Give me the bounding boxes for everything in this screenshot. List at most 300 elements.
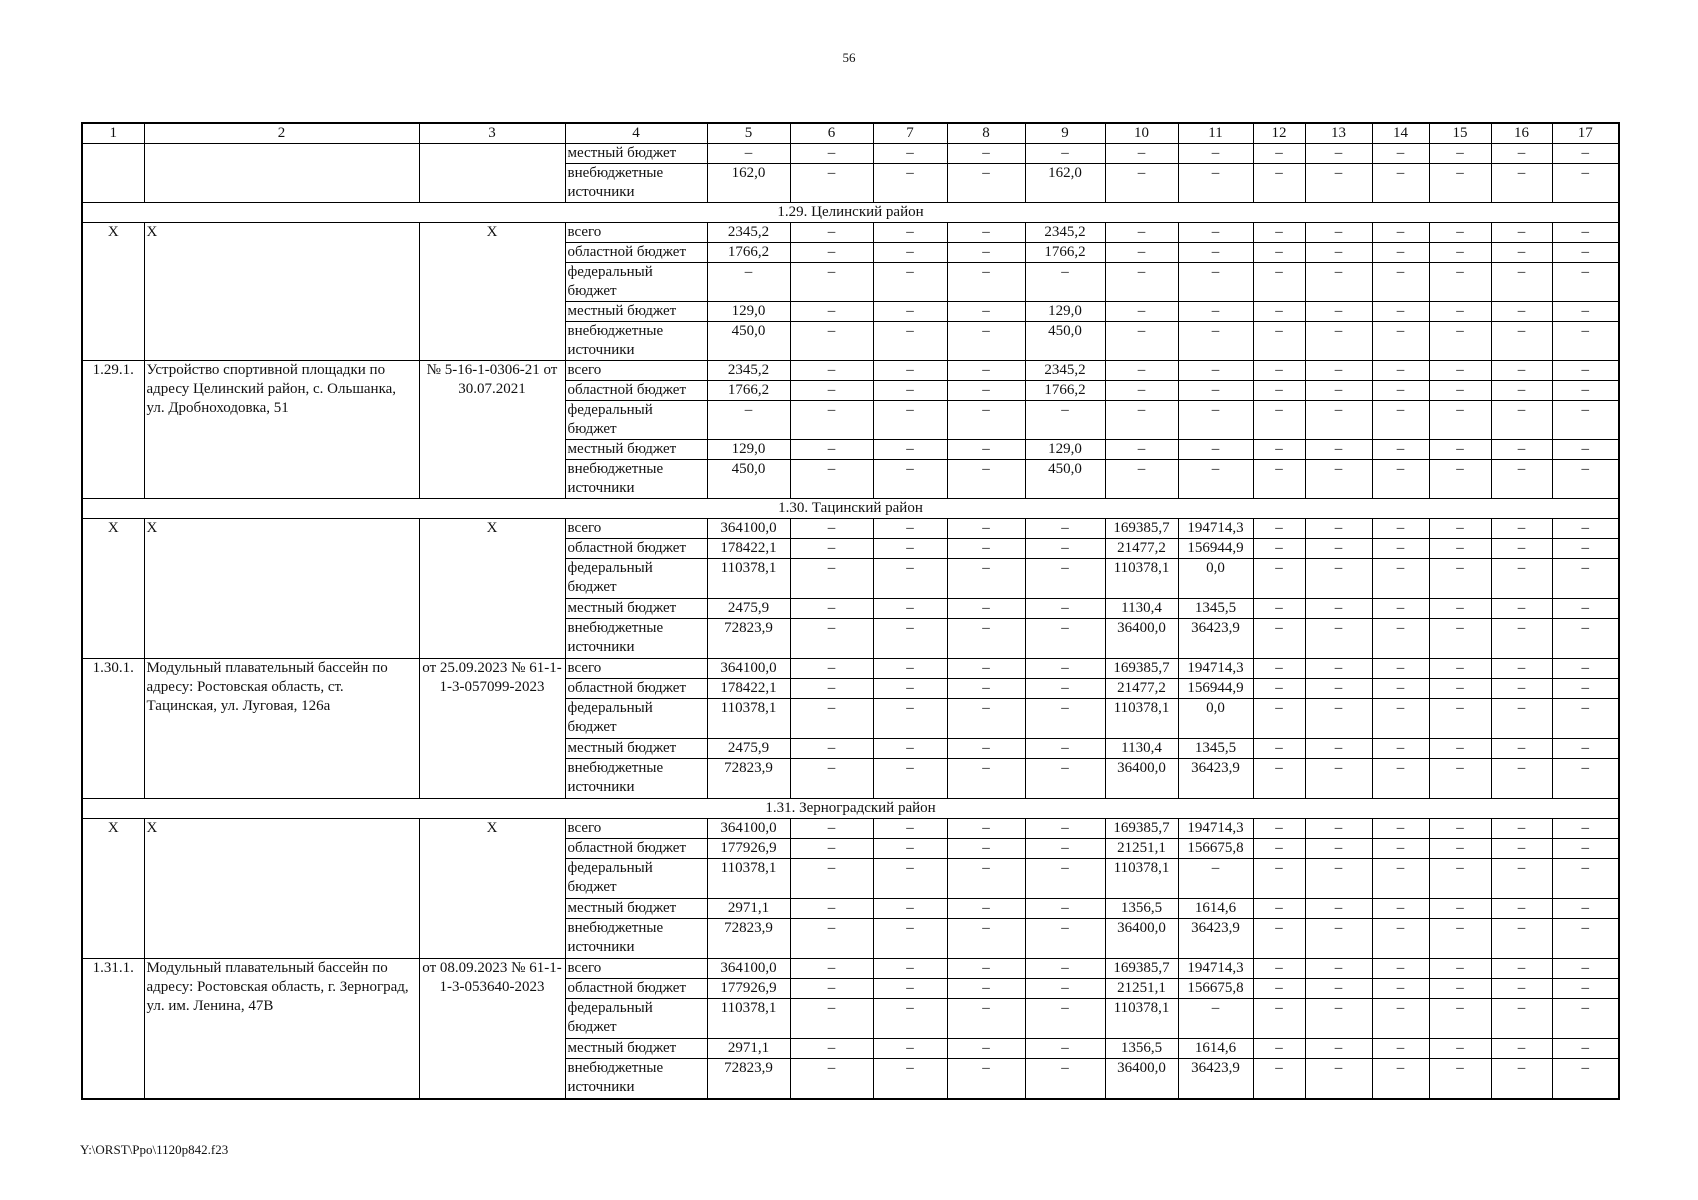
value-cell: 364100,0 [707, 819, 790, 839]
column-header: 10 [1105, 123, 1178, 144]
item-number-cell [82, 144, 144, 203]
value-cell: – [1025, 679, 1105, 699]
source-cell: местный бюджет [565, 302, 707, 322]
column-header: 16 [1491, 123, 1552, 144]
value-cell: – [790, 859, 873, 899]
value-cell: – [1552, 599, 1619, 619]
value-cell: – [947, 440, 1025, 460]
value-cell: – [1305, 440, 1372, 460]
value-cell: – [1178, 263, 1253, 302]
source-cell: всего [565, 223, 707, 243]
value-cell: – [790, 144, 873, 164]
value-cell: – [1253, 859, 1305, 899]
value-cell: – [1491, 361, 1552, 381]
value-cell: – [1429, 381, 1491, 401]
value-cell: – [1552, 302, 1619, 322]
value-cell: 156944,9 [1178, 679, 1253, 699]
table-row [82, 144, 1619, 164]
value-cell: 1766,2 [1025, 381, 1105, 401]
value-cell: – [1372, 839, 1429, 859]
value-cell: – [1429, 739, 1491, 759]
value-cell: – [790, 519, 873, 539]
source-cell: местный бюджет [565, 599, 707, 619]
value-cell: – [1429, 1039, 1491, 1059]
value-cell: – [1305, 839, 1372, 859]
column-header: 1 [82, 123, 144, 144]
value-cell: – [1305, 659, 1372, 679]
value-cell: – [790, 401, 873, 440]
item-number-cell: X [82, 519, 144, 659]
value-cell: – [1025, 263, 1105, 302]
value-cell: – [1025, 859, 1105, 899]
value-cell: – [1305, 679, 1372, 699]
value-cell: – [947, 243, 1025, 263]
value-cell: – [947, 1059, 1025, 1099]
item-number-cell: X [82, 819, 144, 959]
value-cell: – [1305, 519, 1372, 539]
value-cell: – [1105, 144, 1178, 164]
value-cell: 169385,7 [1105, 819, 1178, 839]
column-header: 17 [1552, 123, 1619, 144]
column-header: 8 [947, 123, 1025, 144]
value-cell: – [1178, 381, 1253, 401]
value-cell: – [1491, 899, 1552, 919]
value-cell: 177926,9 [707, 839, 790, 859]
value-cell: – [1491, 243, 1552, 263]
value-cell: 36423,9 [1178, 759, 1253, 799]
value-cell: – [1491, 819, 1552, 839]
value-cell: – [790, 460, 873, 499]
source-cell: областной бюджет [565, 679, 707, 699]
value-cell: – [1372, 679, 1429, 699]
value-cell: – [1253, 759, 1305, 799]
table-row [82, 959, 1619, 979]
table-row [82, 519, 1619, 539]
section-title: 1.29. Целинский район [82, 203, 1619, 223]
value-cell: – [1372, 361, 1429, 381]
value-cell: – [1178, 243, 1253, 263]
column-header: 2 [144, 123, 419, 144]
value-cell: – [873, 164, 947, 203]
value-cell: – [1253, 739, 1305, 759]
value-cell: – [1025, 659, 1105, 679]
value-cell: – [790, 381, 873, 401]
value-cell: – [1552, 401, 1619, 440]
value-cell: – [1552, 619, 1619, 659]
document-cell: X [419, 519, 565, 659]
value-cell: 110378,1 [1105, 999, 1178, 1039]
value-cell: – [1552, 559, 1619, 599]
value-cell: – [1491, 839, 1552, 859]
value-cell: – [1178, 460, 1253, 499]
value-cell: 162,0 [707, 164, 790, 203]
value-cell: – [1491, 1059, 1552, 1099]
value-cell: 2345,2 [707, 361, 790, 381]
value-cell: – [1552, 979, 1619, 999]
value-cell: – [1305, 1039, 1372, 1059]
section-row [82, 499, 1619, 519]
value-cell: 194714,3 [1178, 959, 1253, 979]
value-cell: 194714,3 [1178, 519, 1253, 539]
value-cell: – [1253, 919, 1305, 959]
value-cell: – [790, 559, 873, 599]
value-cell: – [873, 979, 947, 999]
value-cell: 72823,9 [707, 759, 790, 799]
value-cell: – [1372, 659, 1429, 679]
value-cell: 364100,0 [707, 959, 790, 979]
value-cell: – [1025, 1039, 1105, 1059]
value-cell: – [1429, 223, 1491, 243]
value-cell: – [873, 919, 947, 959]
column-header: 13 [1305, 123, 1372, 144]
value-cell: – [1305, 144, 1372, 164]
value-cell: – [1372, 819, 1429, 839]
value-cell: – [947, 759, 1025, 799]
value-cell: – [790, 440, 873, 460]
source-cell: областной бюджет [565, 381, 707, 401]
value-cell: – [873, 899, 947, 919]
value-cell: 110378,1 [1105, 559, 1178, 599]
value-cell: 169385,7 [1105, 519, 1178, 539]
value-cell: – [1429, 361, 1491, 381]
item-number-cell: X [82, 223, 144, 361]
value-cell: – [1372, 899, 1429, 919]
value-cell: – [947, 699, 1025, 739]
section-title: 1.30. Тацинский район [82, 499, 1619, 519]
value-cell: – [1305, 164, 1372, 203]
value-cell: 21251,1 [1105, 979, 1178, 999]
value-cell: – [947, 959, 1025, 979]
table-row [82, 361, 1619, 381]
value-cell: – [947, 979, 1025, 999]
value-cell: – [873, 539, 947, 559]
value-cell: – [1253, 519, 1305, 539]
value-cell: 1130,4 [1105, 739, 1178, 759]
value-cell: 364100,0 [707, 519, 790, 539]
value-cell: – [1253, 1039, 1305, 1059]
value-cell: 2971,1 [707, 899, 790, 919]
footer-path: Y:\ORST\Ppo\1120p842.f23 [80, 1142, 229, 1157]
value-cell: – [1491, 959, 1552, 979]
value-cell: – [1105, 243, 1178, 263]
source-cell: всего [565, 519, 707, 539]
value-cell: – [1429, 959, 1491, 979]
value-cell: – [707, 263, 790, 302]
value-cell: – [1372, 739, 1429, 759]
value-cell: – [947, 223, 1025, 243]
value-cell: – [1429, 679, 1491, 699]
value-cell: – [1552, 919, 1619, 959]
value-cell: – [947, 361, 1025, 381]
value-cell: – [1491, 263, 1552, 302]
value-cell: – [1025, 539, 1105, 559]
value-cell: – [873, 699, 947, 739]
value-cell: 0,0 [1178, 699, 1253, 739]
value-cell: – [1025, 559, 1105, 599]
column-header: 14 [1372, 123, 1429, 144]
value-cell: – [1552, 679, 1619, 699]
value-cell: – [1372, 460, 1429, 499]
value-cell: – [1178, 223, 1253, 243]
value-cell: – [1491, 679, 1552, 699]
value-cell: – [873, 223, 947, 243]
value-cell: – [873, 401, 947, 440]
value-cell: 36400,0 [1105, 619, 1178, 659]
source-cell: всего [565, 361, 707, 381]
value-cell: – [1305, 699, 1372, 739]
value-cell: – [1372, 1059, 1429, 1099]
value-cell: 1614,6 [1178, 899, 1253, 919]
value-cell: – [790, 959, 873, 979]
value-cell: – [1253, 839, 1305, 859]
value-cell: – [1429, 164, 1491, 203]
value-cell: – [1105, 381, 1178, 401]
value-cell: – [790, 223, 873, 243]
value-cell: – [1491, 619, 1552, 659]
value-cell: – [873, 599, 947, 619]
source-cell: внебюджетные источники [565, 619, 707, 659]
value-cell: – [1105, 322, 1178, 361]
value-cell: 1130,4 [1105, 599, 1178, 619]
value-cell: 129,0 [707, 440, 790, 460]
source-cell: внебюджетные источники [565, 919, 707, 959]
value-cell: 177926,9 [707, 979, 790, 999]
value-cell: – [1253, 539, 1305, 559]
column-header: 9 [1025, 123, 1105, 144]
description-cell: X [144, 819, 419, 959]
value-cell: – [947, 859, 1025, 899]
value-cell: 2475,9 [707, 739, 790, 759]
value-cell: – [1429, 979, 1491, 999]
value-cell: 72823,9 [707, 1059, 790, 1099]
value-cell: – [1429, 460, 1491, 499]
value-cell: – [1105, 460, 1178, 499]
value-cell: – [1253, 559, 1305, 599]
value-cell: – [947, 619, 1025, 659]
value-cell: – [1491, 322, 1552, 361]
value-cell: – [790, 999, 873, 1039]
value-cell: – [947, 322, 1025, 361]
value-cell: – [873, 519, 947, 539]
value-cell: 1345,5 [1178, 599, 1253, 619]
value-cell: – [1491, 739, 1552, 759]
value-cell: – [1025, 1059, 1105, 1099]
budget-table [81, 122, 1620, 1100]
document-cell: X [419, 223, 565, 361]
value-cell: – [1305, 223, 1372, 243]
value-cell: – [1552, 460, 1619, 499]
value-cell: – [1253, 1059, 1305, 1099]
source-cell: областной бюджет [565, 839, 707, 859]
value-cell: – [790, 539, 873, 559]
value-cell: – [1372, 322, 1429, 361]
value-cell: – [947, 1039, 1025, 1059]
value-cell: – [790, 699, 873, 739]
section-row [82, 799, 1619, 819]
value-cell: – [1429, 999, 1491, 1039]
value-cell: – [790, 739, 873, 759]
value-cell: – [790, 979, 873, 999]
value-cell: – [1253, 302, 1305, 322]
value-cell: – [790, 599, 873, 619]
value-cell: – [1253, 819, 1305, 839]
value-cell: – [1253, 223, 1305, 243]
value-cell: – [790, 619, 873, 659]
value-cell: – [790, 759, 873, 799]
value-cell: – [947, 899, 1025, 919]
value-cell: – [1429, 619, 1491, 659]
value-cell: – [1253, 322, 1305, 361]
value-cell: – [707, 401, 790, 440]
value-cell: – [1305, 302, 1372, 322]
source-cell: федеральный бюджет [565, 859, 707, 899]
value-cell: – [1253, 381, 1305, 401]
value-cell: 450,0 [707, 322, 790, 361]
value-cell: – [873, 819, 947, 839]
value-cell: – [1429, 401, 1491, 440]
value-cell: 162,0 [1025, 164, 1105, 203]
source-cell: федеральный бюджет [565, 999, 707, 1039]
value-cell: – [1025, 999, 1105, 1039]
value-cell: – [1429, 819, 1491, 839]
value-cell: 156944,9 [1178, 539, 1253, 559]
value-cell: – [1305, 539, 1372, 559]
value-cell: – [1305, 599, 1372, 619]
value-cell: – [947, 999, 1025, 1039]
value-cell: – [1372, 599, 1429, 619]
value-cell: – [1178, 302, 1253, 322]
value-cell: 110378,1 [707, 999, 790, 1039]
source-cell: внебюджетные источники [565, 322, 707, 361]
value-cell: – [947, 839, 1025, 859]
value-cell: 1614,6 [1178, 1039, 1253, 1059]
value-cell: – [790, 1039, 873, 1059]
value-cell: – [1178, 999, 1253, 1039]
value-cell: 72823,9 [707, 619, 790, 659]
source-cell: всего [565, 959, 707, 979]
value-cell: – [1491, 559, 1552, 599]
value-cell: – [1372, 1039, 1429, 1059]
document-cell: от 08.09.2023 № 61-1-1-3-053640-2023 [419, 959, 565, 1099]
item-number-cell: 1.29.1. [82, 361, 144, 499]
value-cell: – [1372, 263, 1429, 302]
source-cell: внебюджетные источники [565, 1059, 707, 1099]
table-row [82, 659, 1619, 679]
source-cell: внебюджетные источники [565, 164, 707, 203]
value-cell: – [873, 460, 947, 499]
value-cell: – [1429, 919, 1491, 959]
value-cell: 156675,8 [1178, 839, 1253, 859]
value-cell: – [790, 302, 873, 322]
source-cell: местный бюджет [565, 440, 707, 460]
value-cell: – [1429, 519, 1491, 539]
source-cell: всего [565, 819, 707, 839]
value-cell: – [947, 599, 1025, 619]
value-cell: – [1305, 999, 1372, 1039]
value-cell: – [790, 819, 873, 839]
value-cell: – [947, 263, 1025, 302]
value-cell: – [873, 999, 947, 1039]
value-cell: – [1305, 401, 1372, 440]
value-cell: – [1429, 539, 1491, 559]
value-cell: – [947, 144, 1025, 164]
value-cell: – [1429, 859, 1491, 899]
value-cell: – [873, 263, 947, 302]
value-cell: – [1372, 519, 1429, 539]
value-cell: – [1372, 699, 1429, 739]
value-cell: – [1491, 759, 1552, 799]
value-cell: – [1491, 919, 1552, 959]
value-cell: 36423,9 [1178, 1059, 1253, 1099]
value-cell: – [873, 243, 947, 263]
value-cell: – [947, 919, 1025, 959]
value-cell: – [1429, 322, 1491, 361]
value-cell: – [1253, 659, 1305, 679]
value-cell: – [1253, 999, 1305, 1039]
value-cell: – [873, 959, 947, 979]
item-number-cell: 1.31.1. [82, 959, 144, 1099]
value-cell: – [1105, 440, 1178, 460]
value-cell: – [1025, 839, 1105, 859]
header-row [82, 123, 1619, 144]
value-cell: 194714,3 [1178, 819, 1253, 839]
value-cell: – [1552, 819, 1619, 839]
value-cell: 364100,0 [707, 659, 790, 679]
value-cell: – [947, 679, 1025, 699]
value-cell: – [790, 361, 873, 381]
value-cell: – [1429, 302, 1491, 322]
value-cell: 72823,9 [707, 919, 790, 959]
value-cell: 450,0 [1025, 460, 1105, 499]
source-cell: областной бюджет [565, 539, 707, 559]
value-cell: – [873, 839, 947, 859]
value-cell: – [1305, 739, 1372, 759]
value-cell: 110378,1 [1105, 859, 1178, 899]
value-cell: – [1372, 959, 1429, 979]
value-cell: 2345,2 [707, 223, 790, 243]
value-cell: – [1253, 599, 1305, 619]
value-cell: – [1253, 243, 1305, 263]
value-cell: – [1025, 144, 1105, 164]
value-cell: – [1105, 302, 1178, 322]
value-cell: – [1491, 539, 1552, 559]
value-cell: – [1178, 361, 1253, 381]
value-cell: – [1025, 519, 1105, 539]
value-cell: – [1372, 164, 1429, 203]
value-cell: – [1178, 440, 1253, 460]
value-cell: – [1253, 699, 1305, 739]
value-cell: – [1552, 699, 1619, 739]
value-cell: – [1429, 759, 1491, 799]
value-cell: 2345,2 [1025, 361, 1105, 381]
value-cell: 1766,2 [1025, 243, 1105, 263]
value-cell: – [1372, 999, 1429, 1039]
source-cell: местный бюджет [565, 1039, 707, 1059]
item-number-cell: 1.30.1. [82, 659, 144, 799]
value-cell: – [790, 243, 873, 263]
source-cell: местный бюджет [565, 144, 707, 164]
value-cell: – [1253, 460, 1305, 499]
value-cell: – [1552, 839, 1619, 859]
value-cell: – [1491, 1039, 1552, 1059]
value-cell: – [1025, 899, 1105, 919]
value-cell: – [1305, 979, 1372, 999]
source-cell: внебюджетные источники [565, 759, 707, 799]
value-cell: – [1305, 819, 1372, 839]
value-cell: – [947, 519, 1025, 539]
table-body [82, 144, 1619, 1099]
source-cell: федеральный бюджет [565, 263, 707, 302]
